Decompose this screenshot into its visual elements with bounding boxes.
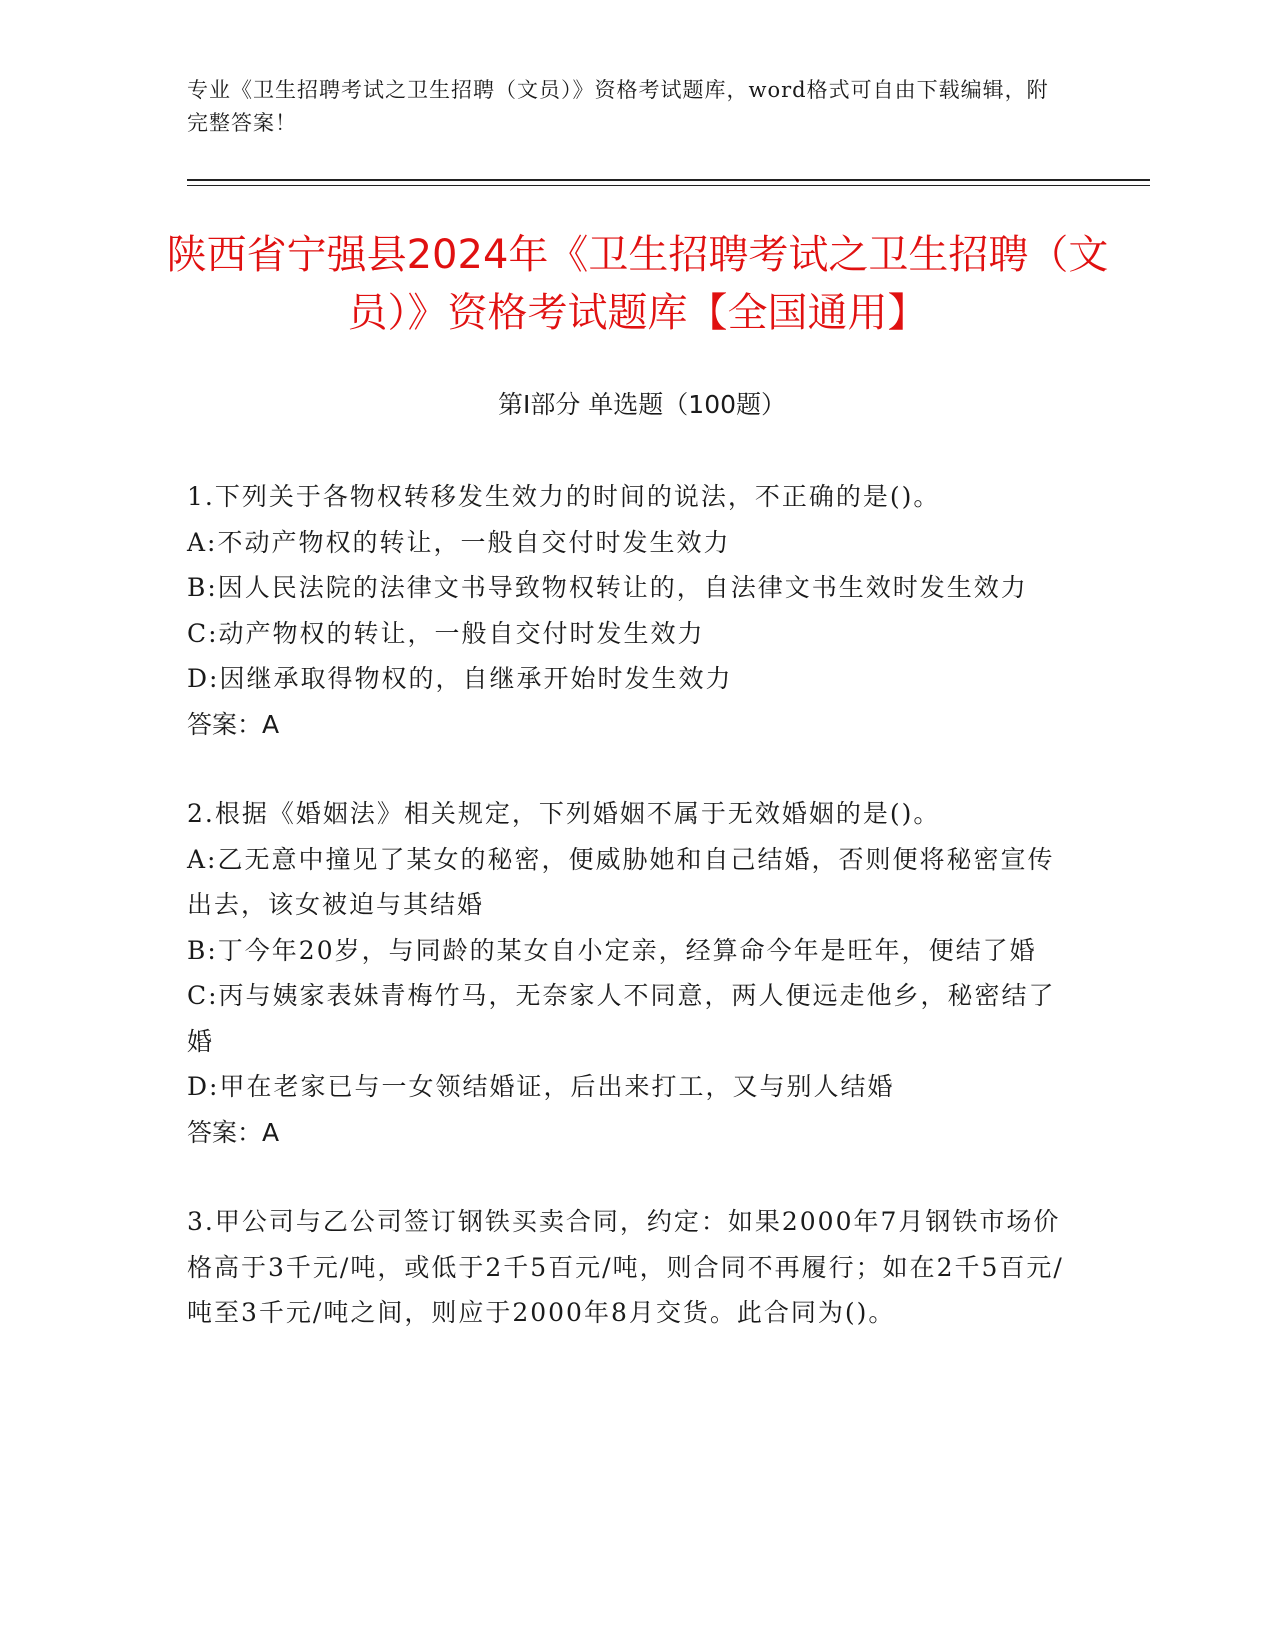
option-a: A:不动产物权的转让，一般自交付时发生效力 [187, 527, 731, 557]
answer-line: 答案：A [187, 1117, 280, 1147]
question-2 [187, 791, 1067, 1155]
question-stem: 2.根据《婚姻法》相关规定，下列婚姻不属于无效婚姻的是()。 [187, 799, 941, 828]
option-b: B:因人民法院的法律文书导致物权转让的，自法律文书生效时发生效力 [187, 573, 1028, 602]
header-divider-thin [187, 185, 1150, 186]
document-title: 陕西省宁强县2024年《卫生招聘考试之卫生招聘（文员）》资格考试题库【全国通用】 [166, 232, 1109, 336]
header-divider-thick [187, 179, 1150, 181]
question-stem: 1.下列关于各物权转移发生效力的时间的说法，不正确的是()。 [187, 482, 941, 511]
question-3 [187, 1199, 1067, 1336]
question-list [187, 474, 1067, 1380]
option-c: C:动产物权的转让，一般自交付时发生效力 [187, 618, 705, 648]
option-c: C:丙与姨家表妹青梅竹马，无奈家人不同意，两人便远走他乡，秘密结了婚 [187, 981, 1056, 1056]
option-d: D:因继承取得物权的，自继承开始时发生效力 [187, 664, 733, 693]
option-a: A:乙无意中撞见了某女的秘密，便威胁她和自己结婚，否则便将秘密宣传出去，该女被迫与其结婚 [187, 844, 1055, 919]
question-stem: 3.甲公司与乙公司签订钢铁买卖合同，约定：如果2000年7月钢铁市场价格高于3千元/吨，或低于2千5百元/吨，则合同不再履行；如在2千5百元/吨至3千元/吨之间，则应于2000年8月交货。此合同为()。 [187, 1207, 1064, 1327]
section-title: 第Ⅰ部分 单选题（100题） [497, 390, 787, 419]
question-1 [187, 474, 1067, 747]
header-note: 专业《卫生招聘考试之卫生招聘（文员）》资格考试题库，word格式可自由下载编辑，附完整答案！ [187, 78, 1049, 135]
answer-line: 答案：A [187, 709, 280, 739]
option-d: D:甲在老家已与一女领结婚证，后出来打工，又与别人结婚 [187, 1072, 895, 1101]
option-b: B:丁今年20岁，与同龄的某女自小定亲，经算命今年是旺年，便结了婚 [187, 935, 1037, 965]
